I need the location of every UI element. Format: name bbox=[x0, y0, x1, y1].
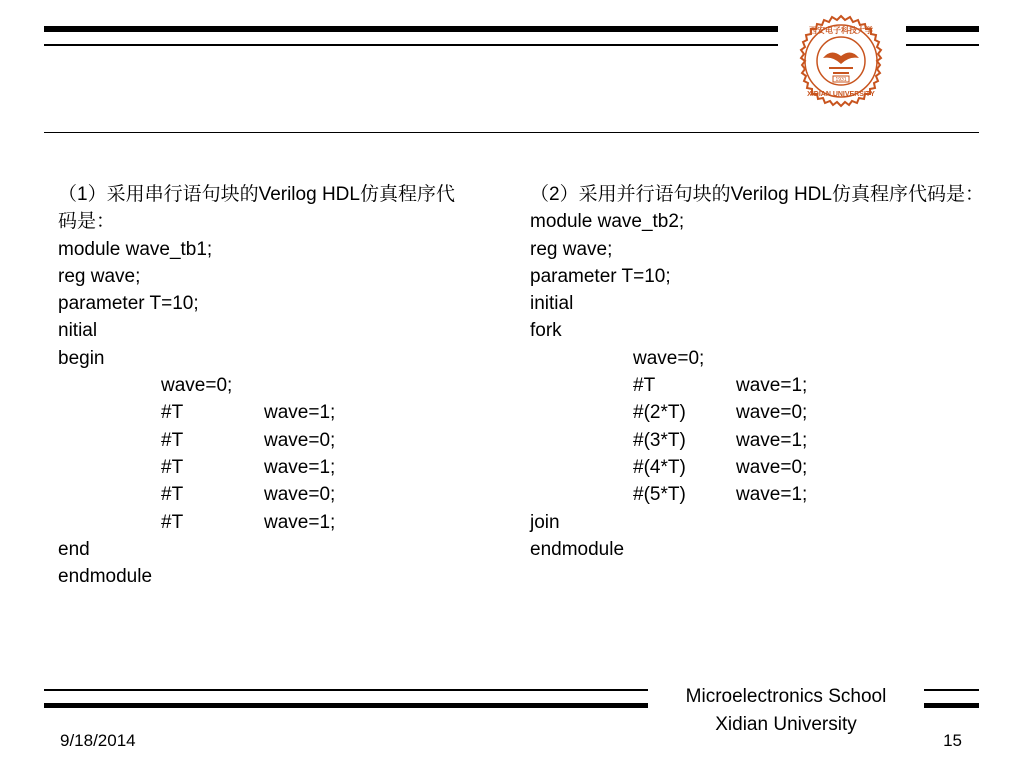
code-stmt: wave=1; bbox=[264, 402, 336, 424]
university-seal-logo bbox=[779, 14, 903, 116]
code-delay: #T bbox=[161, 456, 184, 478]
code-stmt: wave=0; bbox=[264, 429, 336, 451]
seal-year: 1931 bbox=[835, 77, 847, 83]
code-line: nitial bbox=[58, 320, 98, 342]
code-line: parameter T=10; bbox=[58, 293, 199, 315]
seal-top-text: 西安电子科技大学 bbox=[809, 26, 873, 35]
code-stmt: wave=1; bbox=[264, 456, 336, 478]
code-line bbox=[530, 454, 985, 481]
code-line bbox=[58, 509, 458, 536]
code-line: join bbox=[530, 511, 560, 533]
header-rule-thin-right bbox=[906, 44, 979, 46]
code-delay: #(3*T) bbox=[633, 429, 686, 451]
code-line bbox=[530, 427, 985, 454]
title-divider bbox=[44, 132, 979, 133]
serial-block-code bbox=[58, 181, 458, 590]
header-rule-thin-left bbox=[44, 44, 778, 46]
page-number: 15 bbox=[943, 731, 962, 750]
seal-name: XIDIAN UNIVERSITY bbox=[807, 91, 875, 98]
footer-rule-thick-right bbox=[924, 703, 979, 708]
header-rule-thick-left bbox=[44, 26, 778, 32]
code-line: reg wave; bbox=[530, 238, 613, 260]
code-line: begin bbox=[58, 347, 105, 369]
right-heading: （2）采用并行语句块的Verilog HDL仿真程序代码是： bbox=[530, 184, 984, 205]
code-line bbox=[58, 454, 458, 481]
footer-rule-thick-left bbox=[44, 703, 648, 708]
code-line bbox=[58, 481, 458, 508]
code-stmt: wave=0; bbox=[736, 456, 808, 478]
code-stmt: wave=1; bbox=[736, 484, 808, 506]
code-stmt: wave=0; bbox=[736, 402, 808, 424]
code-delay: #T bbox=[161, 511, 184, 533]
code-delay: #T bbox=[161, 484, 184, 506]
code-line bbox=[530, 345, 985, 372]
code-delay: #(4*T) bbox=[633, 456, 686, 478]
header-rule-thick-right bbox=[906, 26, 979, 32]
code-line: module wave_tb2; bbox=[530, 211, 685, 233]
code-line: initial bbox=[530, 293, 574, 315]
footer-school-line1: Microelectronics School bbox=[685, 686, 887, 707]
code-delay: #T bbox=[161, 402, 184, 424]
code-stmt: wave=1; bbox=[736, 429, 808, 451]
footer-date: 9/18/2014 bbox=[60, 731, 136, 750]
code-stmt: wave=0; bbox=[264, 484, 336, 506]
code-delay: #T bbox=[633, 375, 656, 397]
code-delay: #T bbox=[161, 429, 184, 451]
code-line bbox=[530, 399, 985, 426]
parallel-block-code bbox=[530, 181, 985, 563]
code-line: module wave_tb1; bbox=[58, 238, 213, 260]
footer-school bbox=[652, 683, 920, 739]
code-line: endmodule bbox=[530, 538, 625, 560]
footer-school-line2: Xidian University bbox=[715, 714, 857, 735]
code-line: fork bbox=[530, 320, 562, 342]
code-stmt: wave=0; bbox=[161, 375, 233, 397]
code-line: end bbox=[58, 538, 90, 560]
code-line bbox=[530, 481, 985, 508]
code-line: parameter T=10; bbox=[530, 265, 671, 287]
code-line: reg wave; bbox=[58, 265, 141, 287]
code-line: endmodule bbox=[58, 566, 153, 588]
code-line bbox=[58, 399, 458, 426]
code-stmt: wave=1; bbox=[264, 511, 336, 533]
left-heading: （1）采用串行语句块的Verilog HDL仿真程序代码是： bbox=[58, 184, 455, 233]
code-line bbox=[58, 427, 458, 454]
code-line bbox=[58, 372, 458, 399]
code-delay: #(5*T) bbox=[633, 484, 686, 506]
code-line bbox=[530, 372, 985, 399]
footer-rule-thin-left bbox=[44, 689, 648, 691]
code-delay: #(2*T) bbox=[633, 402, 686, 424]
footer-rule-thin-right bbox=[924, 689, 979, 691]
code-stmt: wave=0; bbox=[633, 347, 705, 369]
code-stmt: wave=1; bbox=[736, 375, 808, 397]
